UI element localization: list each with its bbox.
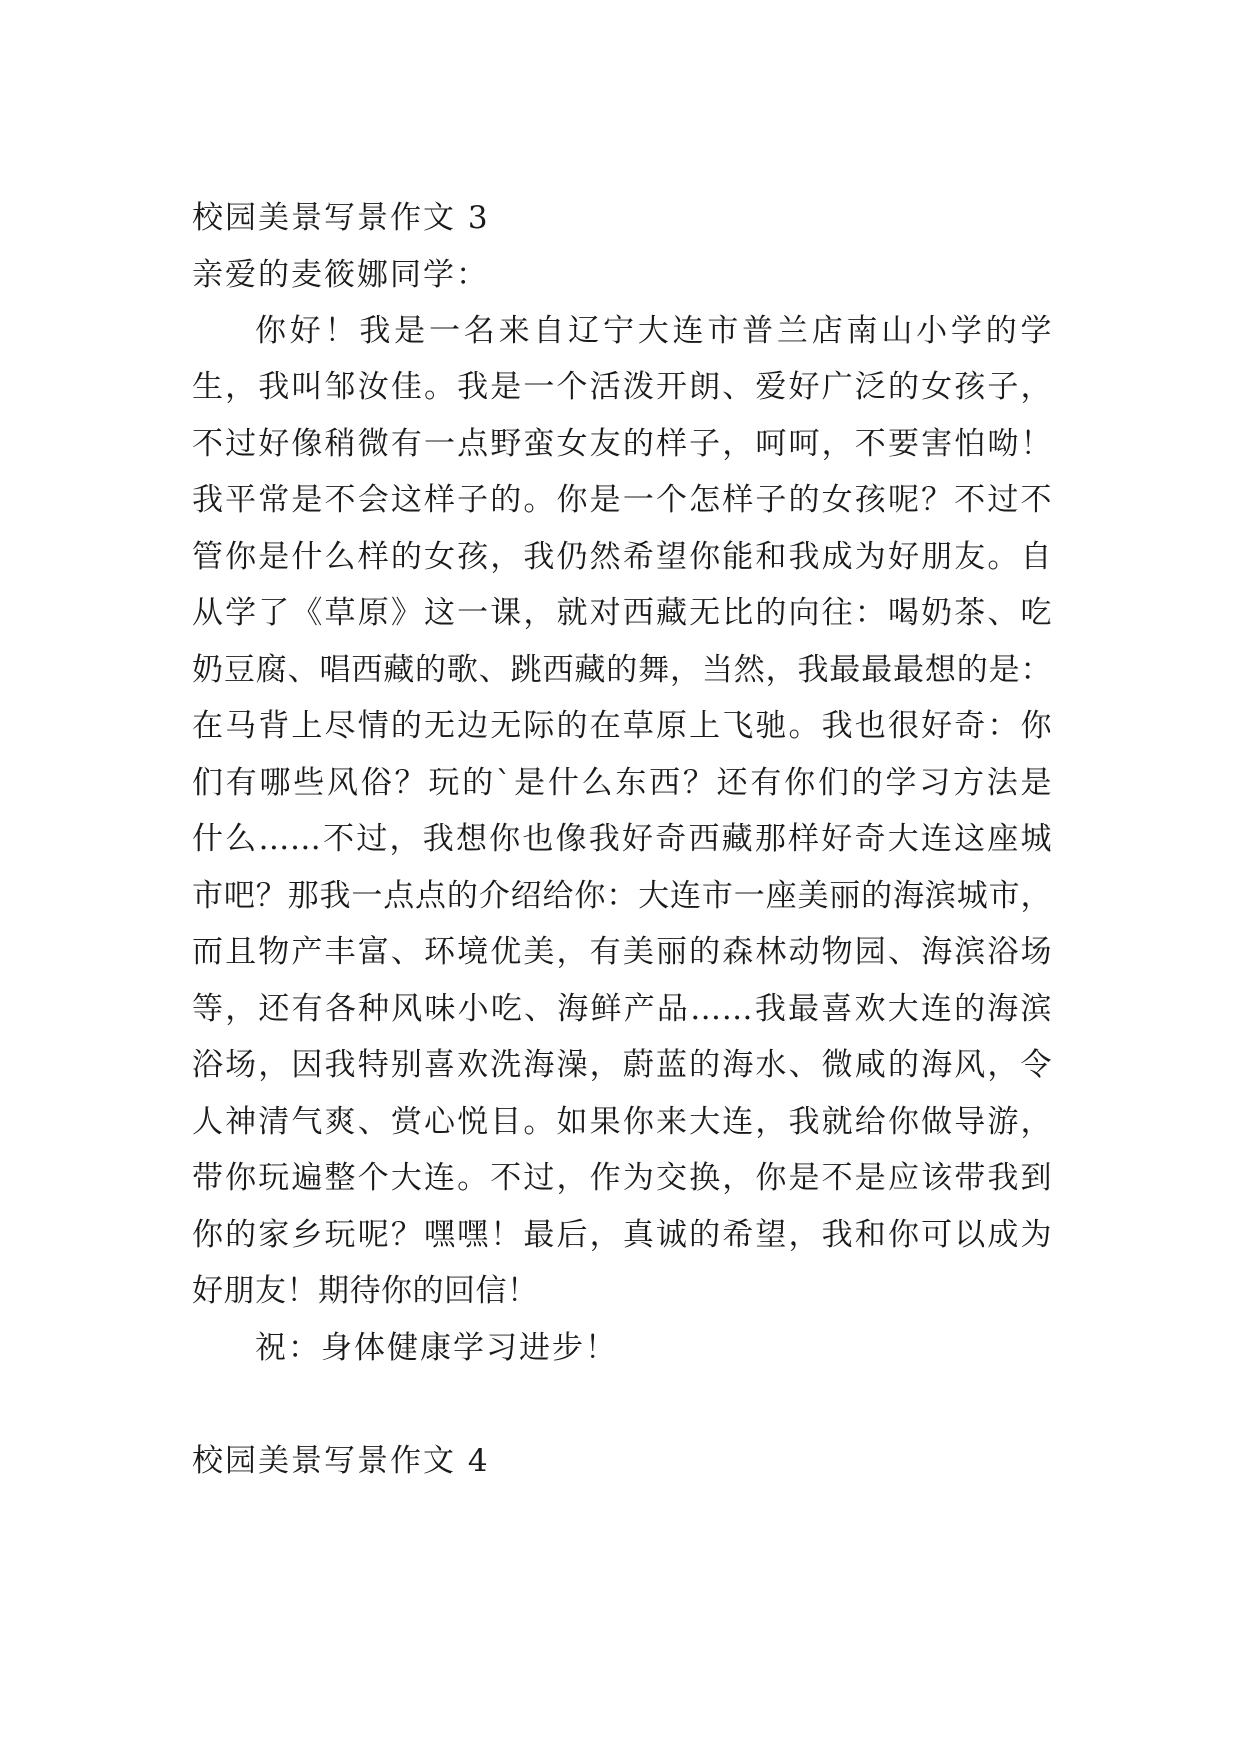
- body-line: 管你是什么样的女孩，我仍然希望你能和我成为好朋友。自: [192, 539, 1052, 575]
- body-line: 你的家乡玩呢？嘿嘿！最后，真诚的希望，我和你可以成为: [192, 1217, 1052, 1253]
- body-line: 带你玩遍整个大连。不过，作为交换，你是不是应该带我到: [192, 1160, 1052, 1196]
- body-line: 什么……不过，我想你也像我好奇西藏那样好奇大连这座城: [192, 821, 1052, 857]
- body-line: 浴场，因我特别喜欢洗海澡，蔚蓝的海水、微咸的海风，令: [192, 1047, 1052, 1083]
- body-line: 在马背上尽情的无边无际的在草原上飞驰。我也很好奇：你: [192, 708, 1052, 744]
- closing-wish: 祝：身体健康学习进步！: [255, 1330, 618, 1366]
- body-line: 人神清气爽、赏心悦目。如果你来大连，我就给你做导游，: [192, 1104, 1052, 1140]
- body-line: 等，还有各种风味小吃、海鲜产品……我最喜欢大连的海滨: [192, 991, 1052, 1027]
- body-line: 从学了《草原》这一课，就对西藏无比的向往：喝奶茶、吃: [192, 595, 1052, 631]
- body-line: 而且物产丰富、环境优美，有美丽的森林动物园、海滨浴场: [192, 934, 1052, 970]
- body-line: 你好！我是一名来自辽宁大连市普兰店南山小学的学: [255, 313, 1052, 349]
- section-4-title: 校园美景写景作文 4: [192, 1443, 490, 1479]
- body-line: 不过好像稍微有一点野蛮女友的样子，呵呵，不要害怕呦！: [192, 426, 1052, 462]
- section-3-title: 校园美景写景作文 3: [192, 200, 490, 236]
- body-line: 生，我叫邹汝佳。我是一个活泼开朗、爱好广泛的女孩子，: [192, 369, 1052, 405]
- body-line: 我平常是不会这样子的。你是一个怎样子的女孩呢？不过不: [192, 482, 1052, 518]
- body-line: 们有哪些风俗？玩的`是什么东西？还有你们的学习方法是: [192, 765, 1052, 801]
- body-line: 市吧？那我一点点的介绍给你：大连市一座美丽的海滨城市，: [192, 878, 1052, 914]
- salutation: 亲爱的麦筱娜同学：: [192, 257, 489, 293]
- body-line: 好朋友！期待你的回信！: [192, 1273, 539, 1309]
- body-line: 奶豆腐、唱西藏的歌、跳西藏的舞，当然，我最最最想的是：: [192, 652, 1052, 688]
